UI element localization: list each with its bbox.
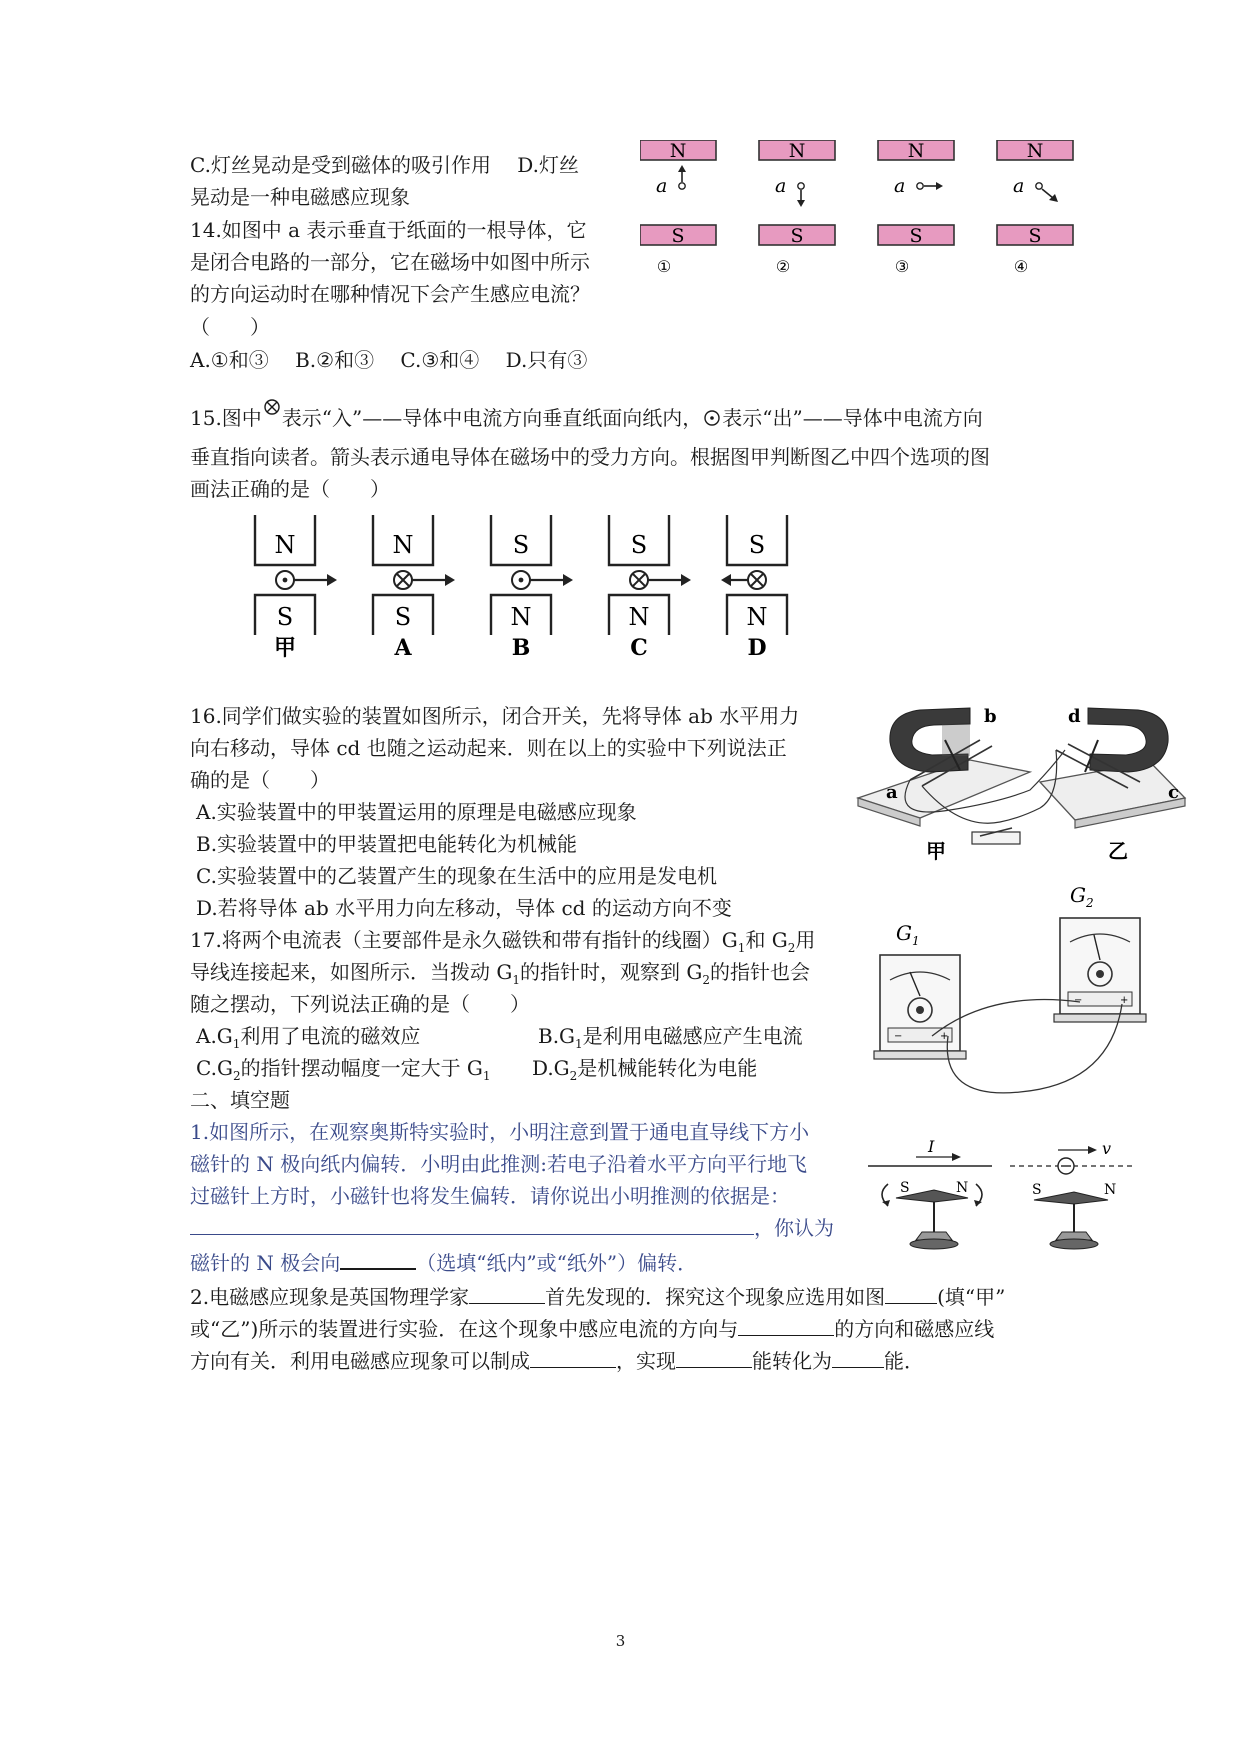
section-fill-blank-title: 二、填空题 [190,1088,290,1112]
f2-blank-figure[interactable] [885,1283,937,1304]
q17-option-c [196,1054,491,1090]
f2-blank-energy-from[interactable] [676,1347,752,1368]
f1-blank-reason[interactable] [190,1214,754,1235]
q17-opt-b-2: 是利用电磁感应产生电流 [582,1024,803,1048]
conductor-dot [1036,183,1042,189]
q17-opt-c-sub1: 1 [482,1069,491,1083]
upper-pole-label: S [512,531,530,559]
panel-label: A [394,635,412,661]
label-current: I [928,1140,935,1156]
q14-cell-number: ② [775,257,791,276]
conductor-label: a [894,175,906,197]
q14-answer-bracket: （ ） [190,315,270,339]
svg-text:+: + [1120,995,1129,1006]
f2-text-i: 能． [884,1349,924,1373]
caption-yi: 乙 [1108,839,1128,863]
upper-pole-label: S [748,531,766,559]
magnet-n-label: N [907,140,925,162]
right-s: S [1032,1182,1042,1198]
f2-text-e: 的方向和磁感应线 [834,1317,995,1341]
f2-text-b: 首先发现的．探究这个现象应选用如图 [545,1285,886,1309]
f2-text-a: 2.电磁感应现象是英国物理学家 [190,1285,470,1309]
q17-opt-a-1: A.G [196,1024,233,1048]
panel-label: C [630,635,648,661]
conductor-dot [679,183,685,189]
right-n: N [1104,1182,1117,1198]
q17-sub-1a: 1 [737,941,746,955]
q17-opt-d-sub: 2 [569,1069,578,1083]
q17-opt-d-2: 是机械能转化为电能 [577,1056,758,1080]
q17-stem-line1 [190,926,815,962]
f1-stem-line3: 过磁针上方时，小磁针也将发生偏转．请你说出小明推测的依据是： [190,1184,790,1208]
panel-label: B [511,635,531,661]
f1-stem-line1: 1.如图所示，在观察奥斯特实验时，小明注意到置于通电直导线下方小 [190,1120,810,1144]
lower-pole-label: S [276,603,294,631]
q16-apparatus-figure [850,700,1190,865]
panel-label: 甲 [273,635,297,661]
f1-stem-line5 [190,1248,697,1277]
q17-option-a [196,1022,420,1058]
f2-stem-line1 [190,1283,1005,1311]
magnet-s-label: S [790,225,804,247]
f2-blank-energy-to[interactable] [832,1347,884,1368]
motion-arrow [678,165,686,182]
q15-stem-line3: 画法正确的是（ ） [190,477,390,501]
q13-option-c-d: C.灯丝晃动是受到磁体的吸引作用 D.灯丝 [190,153,579,177]
q16-stem-line2: 向右移动，导体 cd 也随之运动起来．则在以上的实验中下列说法正 [190,736,787,760]
q16-stem-line1: 16.同学们做实验的装置如图所示，闭合开关，先将导体 ab 水平用力 [190,704,800,728]
f1-text-a: 磁针的 N 极会向 [190,1251,341,1275]
force-arrow [294,574,337,586]
magnet-n-label: N [788,140,806,162]
f1-stem-line4 [190,1214,834,1242]
q17-opt-a-2: 利用了电流的磁效应 [240,1024,421,1048]
switch-icon [972,832,1020,844]
q17-option-d [532,1054,757,1090]
magnet-s-label: S [671,225,685,247]
force-arrow [648,574,691,586]
q17-opt-b-1: B.G [538,1024,576,1048]
f2-text-f: 方向有关．利用电磁感应现象可以制成 [190,1349,530,1373]
q14-cell-4 [997,140,1073,276]
q14-options: A.①和③ B.②和③ C.③和④ D.只有③ [190,348,588,372]
q17-opt-c-1: C.G [196,1056,233,1080]
current-out-icon [702,408,722,428]
f2-text-d: 或“乙”)所示的装置进行实验．在这个现象中感应电流的方向与 [190,1317,739,1341]
motion-arrow [797,190,805,207]
left-s: S [900,1180,910,1196]
q17-galvanometer-figure [860,880,1180,1100]
q17-option-b [538,1022,803,1058]
q15-stem-a: 15.图中 [190,406,262,430]
q15-panel-5 [721,515,787,661]
upper-pole-label: N [274,531,296,559]
lower-pole-label: N [746,603,768,631]
q15-panel-3 [491,515,573,661]
f1-text-b: （选填“纸内”或“纸外”）偏转． [416,1251,698,1275]
magnet-s-label: S [909,225,923,247]
q15-stem-c: 表示“出”——导体中电流方向 [722,406,983,430]
f1-stem-line2: 磁针的 N 极向纸内偏转．小明由此推测:若电子沿着水平方向平行地飞 [190,1152,807,1176]
label-c: c [1168,782,1179,803]
magnet-right [1088,708,1168,772]
q15-panel-1 [255,515,337,661]
f2-blank-device[interactable] [530,1347,616,1368]
q17-sub-1b: 1 [512,973,520,987]
conductor-label: a [1013,175,1025,197]
q14-magnet-figure [640,140,1140,315]
q14-cell-2 [759,140,835,276]
q17-opt-c-sub2: 2 [232,1069,241,1083]
motion-arrow [924,182,943,190]
svg-text:+: + [940,1031,949,1042]
svg-text:−: − [1074,995,1083,1006]
label-d: d [1068,706,1081,727]
conductor-dot [798,183,804,189]
q17-sub-2b: 2 [702,973,710,987]
motion-arrow [1042,189,1058,202]
q14-stem-line3: 的方向运动时在哪种情况下会产生感应电流？ [190,282,590,306]
f1-text-end: ，你认为 [754,1216,834,1240]
lower-pole-label: N [510,603,532,631]
q17-opt-d-1: D.G [532,1056,570,1080]
force-arrow [721,574,748,586]
q15-panel-4 [609,515,691,661]
q15-stem-line2: 垂直指向读者。箭头表示通电导体在磁场中的受力方向。根据图甲判断图乙中四个选项的图 [190,445,990,469]
q14-cell-number: ③ [894,257,910,276]
q14-stem-line2: 是闭合电路的一部分，它在磁场中如图中所示 [190,250,590,274]
magnet-n-label: N [1026,140,1044,162]
q17-text-d: 导线连接起来，如图所示．当拨动 G [190,960,513,984]
galvanometer-g2 [1054,918,1146,1022]
force-arrow [412,574,455,586]
q17-opt-b-sub: 1 [575,1037,583,1051]
q17-opt-c-2: 的指针摆动幅度一定大于 G [240,1056,483,1080]
q17-stem-line2 [190,958,810,994]
q17-text-b: 和 G [745,928,788,952]
q16-stem-line3: 确的是（ ） [190,768,330,792]
f2-text-c: (填“甲” [937,1285,1006,1309]
f2-text-h: 能转化为 [752,1349,832,1373]
q16-option-a: A.实验装置中的甲装置运用的原理是电磁感应现象 [196,800,637,824]
page-number: 3 [615,1632,626,1650]
q15-stem-line1 [190,397,983,432]
upper-pole-label: S [630,531,648,559]
f2-stem-line2 [190,1315,994,1343]
svg-text:−: − [894,1031,903,1042]
left-n: N [956,1180,969,1196]
q17-text-a: 17.将两个电流表（主要部件是永久磁铁和带有指针的线圈）G [190,928,738,952]
magnet-n-label: N [669,140,687,162]
q14-cell-3 [878,140,954,276]
label-a: a [886,782,898,803]
q14-cell-number: ① [656,257,672,276]
label-velocity: v [1102,1140,1112,1158]
q16-option-b: B.实验装置中的甲装置把电能转化为机械能 [196,832,578,856]
upper-pole-label: N [392,531,414,559]
f2-blank-direction[interactable] [738,1315,834,1336]
q15-stem-b: 表示“入”——导体中电流方向垂直纸面向纸内， [281,406,703,430]
q17-text-c: 用 [795,928,816,952]
magnet-s-label: S [1028,225,1042,247]
caption-jia: 甲 [926,839,946,863]
label-b: b [984,706,997,727]
q16-option-c: C.实验装置中的乙装置产生的现象在生活中的应用是发电机 [196,864,717,888]
conductor-label: a [775,175,787,197]
label-g1: $G_1$ [896,921,920,948]
conductor-dot [917,183,923,189]
q17-sub-2a: 2 [787,941,796,955]
q14-cell-number: ④ [1013,257,1029,276]
f2-text-g: ，实现 [616,1349,676,1373]
conductor-label: a [656,175,668,197]
q17-text-f: 的指针也会 [709,960,810,984]
f1-blank-direction[interactable] [340,1248,416,1270]
lower-pole-label: N [628,603,650,631]
lower-pole-label: S [394,603,412,631]
q15-force-figure [245,515,825,675]
current-in-icon [262,397,282,417]
label-g2: $G_2$ [1070,883,1094,910]
q15-panel-2 [373,515,455,661]
q17-stem-line3: 随之摆动，下列说法正确的是（ ） [190,992,530,1016]
galvanometer-g1 [874,955,966,1059]
panel-label: D [747,635,767,661]
q13-option-d-cont: 晃动是一种电磁感应现象 [190,185,410,209]
q17-text-e: 的指针时，观察到 G [519,960,703,984]
f2-blank-scientist[interactable] [469,1283,545,1304]
f1-oersted-figure [862,1140,1137,1255]
q14-stem-line1: 14.如图中 a 表示垂直于纸面的一根导体，它 [190,218,587,242]
q17-opt-a-sub: 1 [232,1037,241,1051]
force-arrow [530,574,573,586]
f2-stem-line3 [190,1347,924,1375]
q14-cell-1 [640,140,716,276]
q16-option-d: D.若将导体 ab 水平用力向左移动，导体 cd 的运动方向不变 [196,896,732,920]
